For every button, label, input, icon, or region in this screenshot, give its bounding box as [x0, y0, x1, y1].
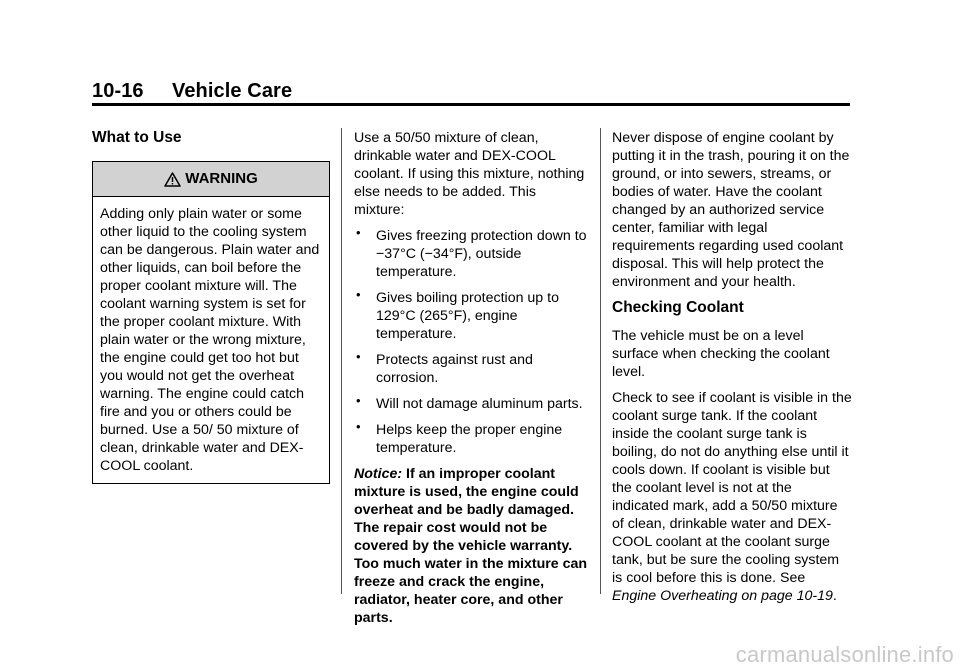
heading-what-to-use: What to Use: [92, 129, 182, 146]
dispose-paragraph: Never dispose of engine coolant by putting it in the trash, pouring it on the ground, or into sewers, streams, or bodies of water. Have the coolant changed by an authorized service center, familiar with legal requirements regarding used coolant disposal. This will help protect the environment and your health.: [612, 130, 850, 290]
check-text: Check to see if coolant is visible in the coolant surge tank. If the coolant inside the coolant surge tank is boiling, do not do anything else until it cools down. If coolant is visible but the coolant level is not at the indicated mark, add a 50/50 mixture of clean, drinkable water and DEX-COOL coolant at the coolant surge tank, but be sure the cooling system is cool before this is done.: [612, 390, 852, 586]
column-2: [354, 129, 590, 635]
list-item: • Gives boiling protection up to 129°C (265°F), engine temperature.: [354, 289, 590, 343]
engine-overheating-link[interactable]: Engine Overheating on page 10-19: [612, 588, 833, 604]
check-paragraph: [612, 389, 852, 605]
list-item: • Will not damage aluminum parts.: [354, 395, 590, 413]
page-number: 10-16: [92, 80, 144, 102]
column-divider-1: [341, 128, 342, 594]
mixture-intro: Use a 50/50 mixture of clean, drinkable water and DEX-COOL coolant. If using this mixture, nothing else needs to be added. This mixture:: [354, 130, 585, 218]
notice-paragraph: [354, 465, 590, 627]
warning-triangle-icon: [164, 172, 181, 187]
warning-header: [93, 162, 329, 197]
see-label: See: [780, 570, 806, 586]
warning-body: Adding only plain water or some other liquid to the cooling system can be dangerous. Plain water and other liquids, can boil before the proper coolant mixture will. The coolant warning system is set for the proper coolant mixture. With plain water or the wrong mixture, the engine could get too hot but you would not get the overheat warning. The engine could catch fire and you or others could be burned. Use a 50/ 50 mixture of clean, drinkable water and DEX-COOL coolant.: [100, 206, 320, 474]
section-title: Vehicle Care: [172, 80, 293, 102]
column-1: [92, 129, 330, 484]
list-item: • Gives freezing protection down to −37°C (−34°F), outside temperature.: [354, 227, 590, 281]
notice-label: Notice:: [354, 466, 403, 482]
level-paragraph: The vehicle must be on a level surface when checking the coolant level.: [612, 328, 830, 380]
header-rule: [92, 103, 850, 106]
heading-checking-coolant: Checking Coolant: [612, 299, 744, 316]
mixture-benefits-list: [354, 227, 590, 457]
page-header: [92, 80, 292, 103]
watermark: carmanualsonline.info: [735, 642, 954, 667]
list-item: • Protects against rust and corrosion.: [354, 351, 590, 387]
list-item: • Helps keep the proper engine temperature.: [354, 421, 590, 457]
column-divider-2: [600, 128, 601, 594]
notice-text: If an improper coolant mixture is used, the engine could overheat and be badly damaged. The repair cost would not be covered by the vehicle warranty. Too much water in the mixture can freeze and crack the engine, radiator, heater core, and other parts.: [354, 466, 588, 626]
warning-title: WARNING: [185, 170, 258, 187]
column-3: [612, 129, 852, 613]
see-end: .: [832, 588, 837, 604]
warning-box: [92, 161, 330, 484]
